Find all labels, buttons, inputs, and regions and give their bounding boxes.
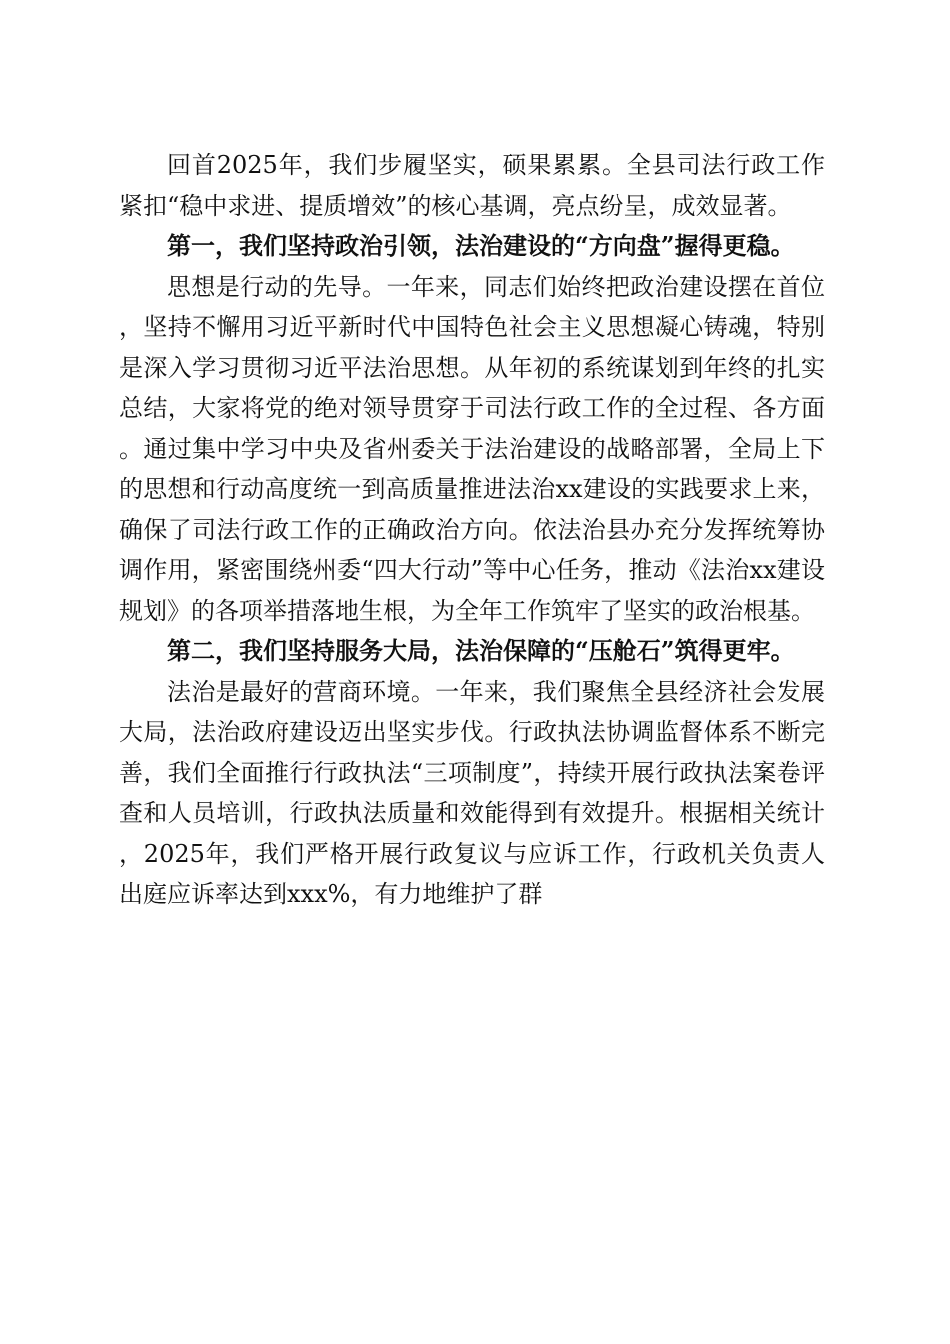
paragraph-political-leadership: 思想是行动的先导。一年来，同志们始终把政治建设摆在首位，坚持不懈用习近平新时代中国特色社会主义思想凝心铸魂，特别是深入学习贯彻习近平法治思想。从年初的系统谋划到年终的扎实总结，大家将党的绝对领导贯穿于司法行政工作的全过程、各方面。通过集中学习中央及省州委关于法治建设的战略部署，全局上下的思想和行动高度统一到高质量推进法治xx建设的实践要求上来，确保了司法行政工作的正确政治方向。依法治县办充分发挥统筹协调作用，紧密围绕州委“四大行动”等中心任务，推动《法治xx建设规划》的各项举措落地生根，为全年工作筑牢了坚实的政治根基。	[119, 272, 825, 625]
section-heading-second: 第二，我们坚持服务大局，法治保障的“压舱石”筑得更牢。	[167, 636, 795, 665]
section-heading-first: 第一，我们坚持政治引领，法治建设的“方向盘”握得更稳。	[167, 231, 795, 260]
document-body	[119, 145, 825, 915]
paragraph-intro: 回首2025年，我们步履坚实，硕果累累。全县司法行政工作紧扣“稳中求进、提质增效”的核心基调，亮点纷呈，成效显著。	[119, 151, 825, 220]
paragraph-serving-overall: 法治是最好的营商环境。一年来，我们聚焦全县经济社会发展大局，法治政府建设迈出坚实步伐。行政执法协调监督体系不断完善，我们全面推行行政执法“三项制度”，持续开展行政执法案卷评查和人员培训，行政执法质量和效能得到有效提升。根据相关统计，2025年，我们严格开展行政复议与应诉工作，行政机关负责人出庭应诉率达到xxx%，有力地维护了群	[119, 677, 825, 908]
